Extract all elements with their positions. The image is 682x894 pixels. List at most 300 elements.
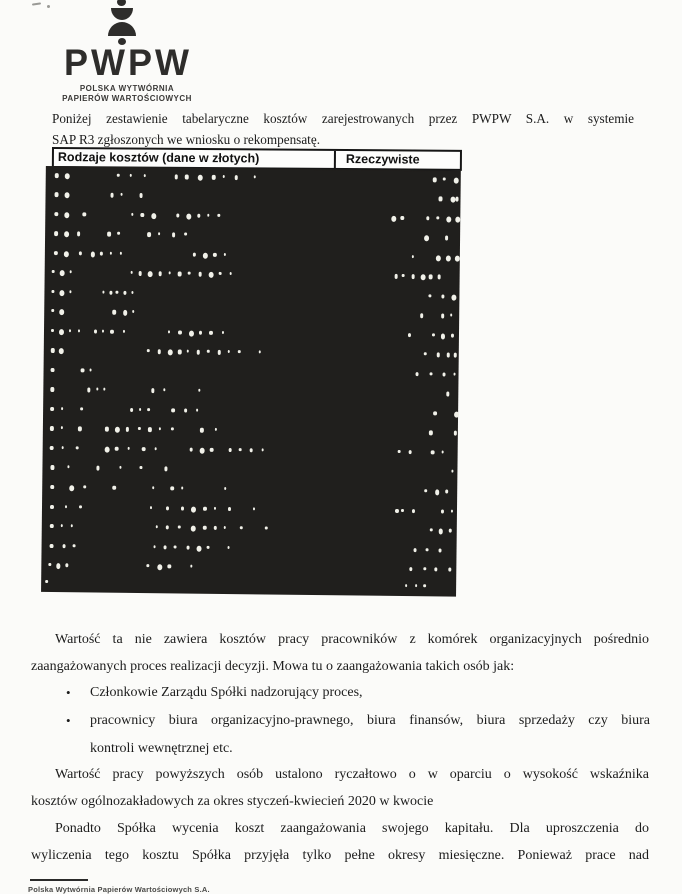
redaction-bleed-dot — [186, 545, 189, 549]
redaction-bleed-dot — [147, 350, 149, 353]
redaction-bleed-dot — [76, 446, 78, 449]
redaction-bleed-dot — [207, 350, 209, 353]
redaction-bleed-dot — [102, 330, 104, 333]
logo-mark-bowl — [111, 8, 133, 20]
redaction-bleed-dot — [105, 447, 110, 453]
redaction-bleed-dot — [441, 333, 446, 339]
redaction-bleed-dot — [119, 252, 121, 255]
redaction-bleed-dot — [449, 529, 452, 533]
redaction-bleed-dot — [79, 505, 81, 508]
redaction-bleed-dot — [426, 548, 428, 551]
redaction-bleed-dot — [94, 329, 97, 333]
redaction-bleed-dot — [436, 255, 441, 261]
redaction-bleed-dot — [70, 271, 72, 274]
redaction-bleed-dot — [229, 448, 232, 452]
redaction-bleed-dot — [398, 450, 400, 453]
redaction-bleed-dot — [55, 192, 58, 196]
redaction-bleed-dot — [453, 373, 455, 376]
logo-subtitle-line1: POLSKA WYTWÓRNIA — [79, 84, 175, 93]
pwpw-logo-icon — [104, 0, 144, 44]
redaction-bleed-dot — [412, 509, 415, 513]
redaction-bleed-dot — [178, 350, 181, 354]
redaction-bleed-dot — [50, 427, 53, 431]
redaction-bleed-dot — [200, 428, 203, 432]
redaction-bleed-dot — [455, 197, 458, 201]
redaction-bleed-dot — [148, 428, 151, 432]
redaction-bleed-dot — [87, 388, 90, 392]
redaction-bleed-dot — [186, 350, 188, 353]
redaction-bleed-dot — [222, 331, 224, 334]
redaction-bleed-dot — [441, 294, 444, 298]
redaction-bleed-dot — [197, 350, 200, 354]
redaction-bleed-dot — [437, 275, 440, 279]
redaction-bleed-dot — [228, 546, 230, 549]
redaction-bleed-dot — [83, 212, 86, 216]
redaction-bleed-dot — [73, 544, 75, 547]
redaction-bleed-dot — [171, 408, 174, 412]
redaction-bleed-dot — [435, 489, 440, 495]
redaction-bleed-dot — [113, 486, 116, 490]
redaction-bleed-dot — [218, 214, 220, 217]
redaction-bleed-dot — [448, 568, 451, 572]
redaction-bleed-dot — [61, 407, 63, 410]
redaction-bleed-dot — [453, 178, 458, 184]
redaction-bleed-dot — [214, 506, 216, 509]
redaction-bleed-dot — [132, 310, 134, 313]
redaction-bleed-dot — [181, 487, 183, 490]
redaction-bleed-dot — [438, 528, 443, 534]
costs-table-header-actual: Rzeczywiste — [345, 152, 420, 167]
redaction-bleed-dot — [147, 233, 150, 237]
redaction-bleed-dot — [90, 251, 95, 257]
redaction-bleed-dot — [107, 232, 110, 236]
redaction-bleed-dot — [210, 448, 213, 452]
text-line: pracownicy biura organizacyjno-prawnego, biura finansów, biura sprzedaży czy biura — [90, 713, 650, 728]
redaction-bleed-dot — [62, 544, 65, 548]
redaction-bleed-dot — [420, 314, 423, 318]
redaction-bleed-dot — [446, 255, 451, 261]
redaction-bleed-dot — [434, 411, 437, 415]
redaction-bleed-dot — [123, 310, 128, 316]
redaction-bleed-dot — [154, 447, 156, 450]
redaction-bleed-dot — [61, 524, 63, 527]
redaction-bleed-dot — [391, 216, 396, 222]
redaction-bleed-dot — [174, 545, 176, 548]
redaction-bleed-dot — [50, 524, 53, 528]
redaction-bleed-dot — [64, 174, 69, 180]
redaction-bleed-dot — [409, 567, 412, 571]
redaction-bleed-dot — [228, 350, 230, 353]
redaction-bleed-dot — [439, 197, 442, 201]
redaction-bleed-dot — [224, 526, 226, 529]
redaction-bleed-dot — [454, 412, 459, 418]
redaction-bleed-dot — [64, 212, 69, 218]
redaction-bleed-dot — [50, 446, 53, 450]
redaction-bleed-dot — [429, 294, 431, 297]
redaction-bleed-dot — [423, 585, 425, 588]
redaction-bleed-dot — [395, 274, 398, 278]
redaction-bleed-dot — [447, 353, 450, 357]
redaction-bleed-dot — [192, 253, 195, 257]
redaction-bleed-dot — [442, 372, 445, 376]
redaction-bleed-dot — [228, 507, 231, 511]
redaction-bleed-dot — [158, 272, 161, 276]
redaction-bleed-dot — [113, 310, 116, 314]
logo-mark-top-dot — [117, 0, 126, 6]
redaction-bleed-dot — [178, 272, 181, 276]
redaction-bleed-dot — [429, 431, 432, 435]
redaction-bleed-dot — [429, 275, 432, 279]
redaction-bleed-dot — [437, 216, 439, 219]
redaction-bleed-dot — [119, 466, 121, 469]
redaction-bleed-dot — [171, 428, 173, 431]
redaction-bleed-dot — [188, 272, 190, 275]
redaction-bleed-dot — [184, 409, 187, 413]
redaction-bleed-dot — [140, 213, 143, 217]
redaction-bleed-dot — [52, 270, 54, 273]
redaction-bleed-dot — [172, 233, 175, 237]
text-line: kosztów ogólnozakładowych za okres styczeń-kwiecień 2020 w kwocie — [31, 794, 434, 809]
redaction-bleed-dot — [426, 216, 429, 220]
redaction-bleed-dot — [54, 231, 57, 235]
redaction-bleed-dot — [60, 310, 65, 316]
redaction-bleed-dot — [184, 233, 186, 236]
redaction-bleed-dot — [159, 428, 161, 431]
redaction-bleed-dot — [411, 275, 414, 279]
redaction-bleed-dot — [100, 252, 103, 256]
redaction-bleed-dot — [110, 330, 113, 334]
redaction-bleed-dot — [166, 506, 169, 510]
redaction-bleed-dot — [424, 236, 429, 242]
redaction-bleed-dot — [120, 193, 122, 196]
redaction-bleed-dot — [148, 272, 153, 278]
redaction-bleed-dot — [60, 271, 65, 277]
redaction-bleed-dot — [52, 290, 54, 293]
redaction-bleed-dot — [51, 368, 54, 372]
text-line: zaangażowanych proces realizacji decyzji. Mowa tu o zaangażowania takich osób jak: — [31, 659, 515, 674]
redaction-bleed-dot — [123, 330, 125, 333]
redaction-bleed-dot — [402, 274, 404, 277]
redaction-bleed-dot — [64, 251, 69, 257]
redaction-bleed-dot — [454, 353, 457, 357]
redaction-bleed-dot — [430, 528, 432, 531]
redaction-bleed-dot — [158, 233, 160, 236]
redaction-bleed-dot — [253, 176, 255, 179]
logo-brand-text: PWPW — [64, 41, 192, 84]
redaction-bleed-dot — [152, 486, 154, 489]
redaction-bleed-dot — [131, 213, 133, 216]
redaction-bleed-dot — [50, 387, 53, 391]
redaction-bleed-dot — [78, 329, 80, 332]
redaction-bleed-dot — [191, 506, 196, 512]
redaction-bleed-dot — [433, 178, 436, 182]
redaction-bleed-dot — [198, 389, 200, 392]
redaction-bleed-dot — [249, 448, 252, 452]
redaction-bleed-dot — [175, 175, 178, 179]
logo-mark-dome — [108, 22, 136, 36]
text-line: Ponadto Spółka wycenia koszt zaangażowania swojego kapitału. Dla uproszczenia do — [55, 821, 649, 836]
redaction-bleed-dot — [455, 256, 460, 262]
redaction-bleed-dot — [80, 407, 82, 410]
bullet-item — [64, 707, 650, 763]
redaction-bleed-dot — [178, 525, 180, 528]
text-line: Wartość pracy powyższych osób ustalono ryczałtowo o w oparciu o wysokość wskaźnika — [55, 767, 649, 782]
redaction-bleed-dot — [49, 563, 51, 566]
redaction-bleed-dot — [84, 485, 86, 488]
redaction-bleed-dot — [265, 526, 267, 529]
redaction-bleed-dot — [153, 545, 155, 548]
redaction-bleed-dot — [64, 193, 69, 199]
redaction-bleed-dot — [207, 545, 209, 548]
redaction-bleed-dot — [214, 428, 216, 431]
redaction-bleed-dot — [127, 447, 129, 450]
redaction-bleed-dot — [55, 212, 58, 216]
redaction-bleed-dot — [441, 450, 443, 453]
redaction-bleed-dot — [219, 272, 221, 275]
redaction-bleed-dot — [197, 545, 202, 551]
intro-paragraph — [52, 108, 634, 150]
redaction-bleed-dot — [123, 291, 126, 295]
redaction-bleed-dot — [147, 408, 149, 411]
redaction-bleed-dot — [253, 507, 255, 510]
redaction-bleed-dot — [169, 272, 171, 275]
text-line: Wartość ta nie zawiera kosztów pracy pracowników z komórek organizacyjnych pośrednio — [55, 632, 649, 647]
redaction-bleed-dot — [199, 331, 202, 335]
redaction-bleed-dot — [51, 348, 54, 352]
redaction-bleed-dot — [445, 490, 448, 494]
costs-table — [49, 147, 462, 594]
redaction-bleed-dot — [67, 466, 69, 469]
redaction-bleed-dot — [200, 448, 205, 454]
redaction-bleed-dot — [96, 466, 99, 470]
redaction-bleed-dot — [55, 173, 58, 177]
redaction-bleed-dot — [130, 408, 133, 412]
redaction-bleed-dot — [61, 446, 63, 449]
redaction-bleed-dot — [176, 213, 179, 217]
redaction-bleed-dot — [207, 214, 209, 217]
redaction-bleed-dot — [151, 389, 154, 393]
redaction-bleed-dot — [69, 329, 71, 332]
redaction-bleed-dot — [51, 485, 54, 489]
redaction-bleed-dot — [229, 272, 231, 275]
redaction-bleed-dot — [238, 351, 240, 354]
redaction-bleed-dot — [430, 372, 432, 375]
redaction-bleed-dot — [79, 251, 82, 255]
redaction-bleed-dot — [224, 487, 226, 490]
redaction-bleed-dot — [110, 252, 112, 255]
text-line: SAP R3 zgłoszonych we wniosku o rekompensatę. — [52, 132, 320, 147]
redaction-bleed-dot — [168, 330, 170, 333]
footer-divider — [30, 879, 88, 881]
redaction-bleed-dot — [239, 448, 241, 451]
redaction-bleed-dot — [103, 388, 105, 391]
redaction-bleed-dot — [446, 216, 451, 222]
redaction-bleed-dot — [197, 214, 200, 218]
redaction-bleed-dot — [189, 331, 194, 337]
redaction-bleed-dot — [50, 544, 53, 548]
redaction-bleed-dot — [69, 485, 74, 491]
redaction-bleed-dot — [115, 427, 120, 433]
redaction-bleed-dot — [209, 272, 214, 278]
text-line: wyliczenia tego kosztu Spółka przyjęła tylko pełne okresy miesięczne. Ponieważ prace nad — [31, 848, 649, 863]
redaction-bleed-dot — [178, 330, 181, 334]
redaction-bleed-dot — [51, 329, 53, 332]
redaction-bleed-dot — [217, 350, 220, 354]
redaction-bleed-dot — [163, 389, 165, 392]
redaction-bleed-dot — [434, 567, 437, 571]
redaction-bleed-dot — [59, 329, 64, 335]
paragraph-lump-sum — [31, 761, 649, 815]
redaction-bleed-dot — [166, 525, 169, 529]
redaction-bleed-dot — [203, 526, 206, 530]
redaction-bleed-dot — [191, 526, 196, 532]
costs-table-header-types: Rodzaje kosztów (dane w złotych) — [54, 149, 336, 168]
redaction-bleed-dot — [451, 295, 456, 301]
redaction-bleed-dot — [60, 427, 62, 430]
redaction-bleed-dot — [140, 467, 142, 470]
redaction-bleed-dot — [138, 428, 140, 431]
redaction-bleed-dot — [203, 506, 206, 510]
redaction-bleed-dot — [180, 506, 183, 510]
redaction-bleed-dot — [454, 431, 457, 435]
scan-speck — [32, 2, 41, 5]
redaction-bleed-dot — [443, 178, 445, 181]
redaction-bleed-dot — [118, 232, 120, 235]
text-line: Poniżej zestawienie tabelaryczne kosztów zarejestrowanych przez PWPW S.A. w systemie — [52, 111, 634, 126]
redaction-bleed-dot — [196, 409, 198, 412]
redaction-bleed-dot — [197, 175, 202, 181]
redaction-bleed-dot — [223, 253, 225, 256]
redaction-bleed-dot — [451, 470, 453, 473]
bullet-icon: • — [66, 685, 71, 700]
redaction-bleed-dot — [446, 392, 449, 396]
redaction-bleed-dot — [144, 174, 146, 177]
logo-subtitle-line2: PAPIERÓW WARTOŚCIOWYCH — [62, 94, 192, 103]
paragraph-capital-cost — [31, 815, 649, 869]
redaction-bleed-dot — [405, 584, 407, 587]
redaction-bleed-dot — [81, 368, 84, 372]
bullet-list — [64, 679, 650, 763]
redaction-bleed-dot — [117, 174, 119, 177]
redaction-bleed-dot — [152, 213, 157, 219]
redaction-bleed-dot — [71, 524, 73, 527]
redaction-bleed-dot — [45, 580, 47, 583]
redaction-bleed-dot — [150, 506, 152, 509]
redaction-bleed-dot — [56, 563, 61, 569]
redaction-bleed-dot — [189, 448, 192, 452]
redaction-bleed-dot — [424, 353, 426, 356]
redaction-bleed-dot — [198, 272, 201, 276]
redaction-bleed-dot — [164, 545, 167, 549]
redaction-bleed-dot — [235, 175, 238, 179]
redaction-bleed-dot — [60, 290, 65, 296]
redaction-bleed-dot — [168, 350, 173, 356]
redaction-bleed-dot — [69, 290, 71, 293]
footer-company-name: Polska Wytwórnia Papierów Wartościowych S.A. — [28, 885, 210, 894]
redaction-bleed-dot — [89, 368, 91, 371]
redaction-bleed-dot — [96, 388, 98, 391]
redaction-bleed-dot — [415, 372, 418, 376]
redaction-bleed-dot — [50, 407, 53, 411]
redaction-bleed-dot — [213, 253, 216, 257]
redaction-bleed-dot — [415, 585, 417, 588]
redaction-bleed-dot — [436, 353, 439, 357]
redaction-bleed-dot — [187, 213, 192, 219]
redaction-bleed-dot — [411, 255, 413, 258]
redaction-bleed-dot — [438, 548, 441, 552]
redaction-bleed-dot — [213, 526, 216, 530]
redaction-bleed-dot — [432, 333, 434, 336]
text-line: Członkowie Zarządu Spółki nadzorujący proces, — [90, 685, 363, 700]
redaction-bleed-dot — [413, 548, 416, 552]
redaction-bleed-dot — [185, 175, 188, 179]
redaction-bleed-dot — [164, 467, 167, 471]
redaction-bleed-dot — [77, 232, 80, 236]
redaction-bleed-dot — [115, 447, 118, 451]
paragraph-indirect-costs — [31, 626, 649, 680]
redaction-bleed-dot — [64, 232, 69, 238]
redaction-bleed-dot — [408, 450, 411, 454]
redaction-bleed-dot — [421, 275, 426, 281]
redaction-bleed-dot — [259, 351, 261, 354]
text-line: kontroli wewnętrznej etc. — [90, 741, 233, 756]
redaction-bleed-dot — [441, 314, 444, 318]
redaction-bleed-dot — [116, 291, 118, 294]
redaction-bleed-dot — [222, 175, 224, 178]
redaction-bleed-dot — [50, 505, 53, 509]
redaction-bleed-dot — [431, 450, 434, 454]
redaction-bleed-dot — [167, 564, 170, 568]
redaction-bleed-dot — [408, 333, 411, 337]
redaction-bleed-dot — [111, 193, 114, 197]
redaction-bleed-dot — [170, 486, 173, 490]
redaction-bleed-dot — [445, 236, 448, 240]
redaction-bleed-dot — [450, 314, 452, 317]
redaction-bleed-dot — [78, 427, 81, 431]
redaction-bleed-dot — [139, 271, 142, 275]
redaction-bleed-dot — [401, 509, 403, 512]
redacted-table-body — [42, 167, 460, 596]
redaction-bleed-dot — [142, 447, 145, 451]
redaction-bleed-dot — [109, 291, 112, 295]
redaction-bleed-dot — [59, 349, 64, 355]
redaction-bleed-dot — [455, 217, 460, 223]
redaction-bleed-dot — [139, 408, 141, 411]
redaction-bleed-dot — [105, 427, 108, 431]
redaction-bleed-dot — [157, 350, 160, 354]
redaction-bleed-dot — [156, 525, 158, 528]
redaction-bleed-dot — [451, 509, 453, 512]
redaction-bleed-dot — [102, 291, 104, 294]
redaction-bleed-dot — [209, 331, 212, 335]
redaction-bleed-dot — [131, 291, 133, 294]
redaction-bleed-dot — [401, 216, 404, 220]
redaction-bleed-dot — [129, 174, 131, 177]
redaction-bleed-dot — [65, 563, 68, 567]
redaction-bleed-dot — [395, 508, 398, 512]
scan-speck — [47, 5, 50, 8]
redaction-bleed-dot — [147, 564, 149, 567]
bullet-icon: • — [66, 713, 71, 728]
bullet-item — [64, 679, 650, 707]
redaction-bleed-dot — [54, 251, 57, 255]
redaction-bleed-dot — [203, 253, 208, 259]
redaction-bleed-dot — [424, 489, 426, 492]
redaction-bleed-dot — [130, 271, 132, 274]
redaction-bleed-dot — [190, 565, 192, 568]
redaction-bleed-dot — [157, 564, 162, 570]
redaction-bleed-dot — [65, 505, 67, 508]
